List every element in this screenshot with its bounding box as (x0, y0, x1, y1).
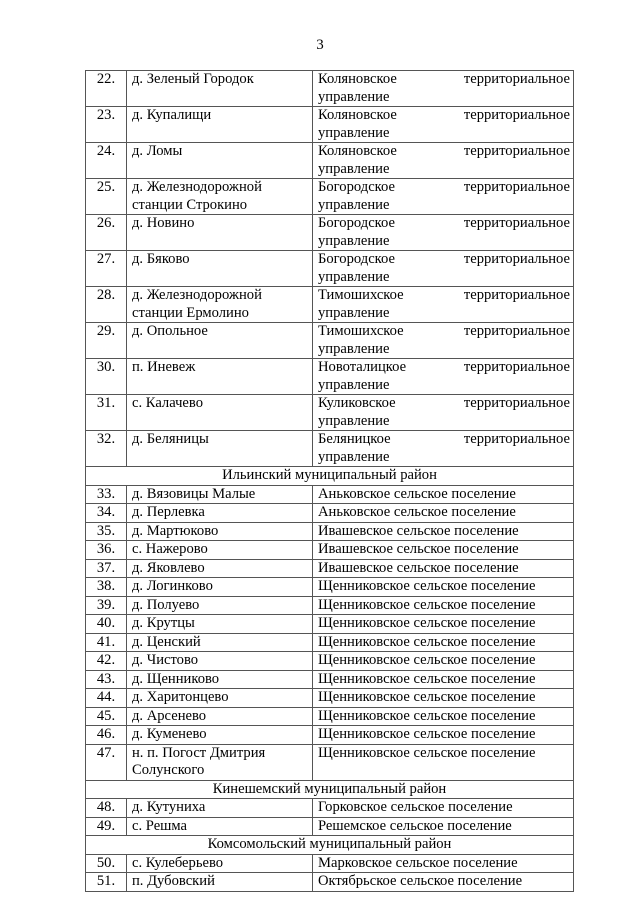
row-number: 51. (86, 873, 127, 892)
unit-suffix: управление (318, 232, 390, 249)
row-number: 39. (86, 596, 127, 615)
municipal-unit: Ивашевское сельское поселение (313, 541, 574, 560)
municipal-unit: Щенниковское сельское поселение (313, 652, 574, 671)
municipal-unit: Щенниковское сельское поселение (313, 744, 574, 780)
table-row (86, 431, 574, 467)
section-kineshma-district (86, 780, 574, 799)
settlement-name (127, 179, 313, 215)
row-number: 37. (86, 559, 127, 578)
settlement-name-line: д. Зеленый Городок (132, 71, 254, 87)
unit-type: территориальное (463, 251, 570, 267)
unit-suffix: управление (318, 376, 390, 393)
unit-type: территориальное (463, 107, 570, 123)
section-heading: Комсомольский муниципальный район (86, 836, 574, 855)
section-komsomolsk-district (86, 836, 574, 855)
unit-name: Новоталицкое (318, 359, 407, 375)
table-row (86, 485, 574, 504)
settlement-name: д. Куменево (127, 726, 313, 745)
table-row (86, 817, 574, 836)
municipal-unit: Щенниковское сельское поселение (313, 596, 574, 615)
unit-type: территориальное (463, 71, 570, 87)
row-number: 32. (86, 431, 127, 467)
settlement-name (127, 215, 313, 251)
settlement-name: д. Логинково (127, 578, 313, 597)
municipal-unit: Ивашевское сельское поселение (313, 559, 574, 578)
settlement-name: с. Кулеберьево (127, 854, 313, 873)
settlement-name-line: д. Ломы (132, 143, 183, 159)
table-row (86, 615, 574, 634)
table-row (86, 251, 574, 287)
settlements-table (85, 70, 574, 892)
unit-suffix: управление (318, 160, 390, 177)
row-number: 41. (86, 633, 127, 652)
settlement-name (127, 744, 313, 780)
municipal-unit (313, 215, 574, 251)
settlement-name-line: станции Ермолино (132, 304, 249, 321)
table-row (86, 71, 574, 107)
settlement-name: д. Перлевка (127, 504, 313, 523)
unit-name: Богородское (318, 215, 395, 231)
settlement-name: д. Мартюково (127, 522, 313, 541)
unit-suffix: управление (318, 124, 390, 141)
unit-name: Богородское (318, 179, 395, 195)
settlement-name-line: станции Строкино (132, 196, 248, 213)
settlement-name: д. Яковлево (127, 559, 313, 578)
municipal-unit: Октябрьское сельское поселение (313, 873, 574, 892)
row-number: 25. (86, 179, 127, 215)
row-number: 36. (86, 541, 127, 560)
unit-type: территориальное (463, 179, 570, 195)
table-row (86, 707, 574, 726)
unit-suffix: управление (318, 196, 390, 213)
row-number: 29. (86, 323, 127, 359)
settlement-name-line: д. Железнодорожной (132, 287, 262, 303)
table-row (86, 873, 574, 892)
settlement-name-line: с. Калачево (132, 395, 204, 411)
unit-type: территориальное (463, 143, 570, 159)
unit-suffix: управление (318, 268, 390, 285)
table-row (86, 107, 574, 143)
row-number: 42. (86, 652, 127, 671)
municipal-unit (313, 359, 574, 395)
table-row (86, 652, 574, 671)
settlement-name: д. Полуево (127, 596, 313, 615)
municipal-unit (313, 323, 574, 359)
unit-suffix: управление (318, 88, 390, 105)
settlement-name-line: Солунского (132, 762, 205, 778)
unit-name: Куликовское (318, 395, 396, 411)
settlement-name: д. Харитонцево (127, 689, 313, 708)
unit-name: Богородское (318, 251, 395, 267)
unit-suffix: управление (318, 412, 390, 429)
row-number: 35. (86, 522, 127, 541)
settlement-name-line: д. Купалищи (132, 107, 212, 123)
row-number: 23. (86, 107, 127, 143)
table-row (86, 395, 574, 431)
settlement-name (127, 251, 313, 287)
table-row (86, 323, 574, 359)
row-number: 27. (86, 251, 127, 287)
settlement-name: д. Вязовицы Малые (127, 485, 313, 504)
settlement-name-line: д. Железнодорожной (132, 179, 262, 195)
table-row (86, 726, 574, 745)
unit-type: территориальное (463, 359, 570, 375)
unit-type: территориальное (463, 215, 570, 231)
row-number: 30. (86, 359, 127, 395)
unit-type: территориальное (463, 323, 570, 339)
unit-name: Коляновское (318, 107, 397, 123)
row-number: 47. (86, 744, 127, 780)
municipal-unit: Щенниковское сельское поселение (313, 615, 574, 634)
unit-name: Коляновское (318, 143, 397, 159)
unit-suffix: управление (318, 340, 390, 357)
table-row (86, 596, 574, 615)
unit-type: территориальное (463, 431, 570, 447)
table-row (86, 504, 574, 523)
municipal-unit: Марковское сельское поселение (313, 854, 574, 873)
settlement-name-line: п. Иневеж (132, 359, 196, 375)
settlement-name-line: д. Бяково (132, 251, 190, 267)
municipal-unit: Аньковское сельское поселение (313, 504, 574, 523)
unit-type: территориальное (463, 395, 570, 411)
row-number: 50. (86, 854, 127, 873)
row-number: 22. (86, 71, 127, 107)
municipal-unit (313, 251, 574, 287)
table-row (86, 578, 574, 597)
settlement-name (127, 143, 313, 179)
settlement-name (127, 71, 313, 107)
settlement-name-line: д. Новино (132, 215, 195, 231)
municipal-unit (313, 107, 574, 143)
unit-name: Тимошихское (318, 323, 404, 339)
settlement-name-line: н. п. Погост Дмитрия (132, 744, 266, 761)
settlement-name-line: д. Беляницы (132, 431, 209, 447)
settlement-name: с. Решма (127, 817, 313, 836)
row-number: 38. (86, 578, 127, 597)
settlement-name (127, 359, 313, 395)
table-row (86, 215, 574, 251)
municipal-unit: Ивашевское сельское поселение (313, 522, 574, 541)
table-row (86, 559, 574, 578)
table-row (86, 744, 574, 780)
table-row (86, 670, 574, 689)
page-number: 3 (316, 37, 324, 53)
table-row (86, 689, 574, 708)
table-row (86, 541, 574, 560)
table-row (86, 179, 574, 215)
settlement-name (127, 395, 313, 431)
row-number: 49. (86, 817, 127, 836)
table-row (86, 359, 574, 395)
municipal-unit: Щенниковское сельское поселение (313, 689, 574, 708)
municipal-unit (313, 431, 574, 467)
row-number: 33. (86, 485, 127, 504)
settlement-name-line: д. Опольное (132, 323, 208, 339)
municipal-unit: Щенниковское сельское поселение (313, 707, 574, 726)
settlement-name (127, 107, 313, 143)
unit-name: Тимошихское (318, 287, 404, 303)
municipal-unit: Щенниковское сельское поселение (313, 726, 574, 745)
municipal-unit (313, 143, 574, 179)
unit-type: территориальное (463, 287, 570, 303)
municipal-unit: Щенниковское сельское поселение (313, 633, 574, 652)
table-row (86, 522, 574, 541)
row-number: 26. (86, 215, 127, 251)
unit-name: Коляновское (318, 71, 397, 87)
table-row (86, 143, 574, 179)
settlement-name: п. Дубовский (127, 873, 313, 892)
settlement-name (127, 287, 313, 323)
row-number: 40. (86, 615, 127, 634)
section-heading: Кинешемский муниципальный район (86, 780, 574, 799)
settlement-name: с. Нажерово (127, 541, 313, 560)
row-number: 46. (86, 726, 127, 745)
settlement-name: д. Арсенево (127, 707, 313, 726)
municipal-unit: Решемское сельское поселение (313, 817, 574, 836)
table-row (86, 633, 574, 652)
unit-name: Беляницкое (318, 431, 391, 447)
table-row (86, 854, 574, 873)
settlement-name: д. Кутуниха (127, 799, 313, 818)
municipal-unit: Щенниковское сельское поселение (313, 578, 574, 597)
settlement-name (127, 431, 313, 467)
settlement-name: д. Ценский (127, 633, 313, 652)
municipal-unit (313, 287, 574, 323)
municipal-unit: Горковское сельское поселение (313, 799, 574, 818)
settlement-name: д. Щенниково (127, 670, 313, 689)
row-number: 28. (86, 287, 127, 323)
row-number: 44. (86, 689, 127, 708)
row-number: 48. (86, 799, 127, 818)
section-heading: Ильинский муниципальный район (86, 467, 574, 486)
unit-suffix: управление (318, 448, 390, 465)
table-row (86, 799, 574, 818)
settlement-name (127, 323, 313, 359)
municipal-unit (313, 71, 574, 107)
row-number: 43. (86, 670, 127, 689)
row-number: 34. (86, 504, 127, 523)
unit-suffix: управление (318, 304, 390, 321)
row-number: 24. (86, 143, 127, 179)
settlement-name: д. Чистово (127, 652, 313, 671)
table-row (86, 287, 574, 323)
row-number: 45. (86, 707, 127, 726)
row-number: 31. (86, 395, 127, 431)
municipal-unit (313, 179, 574, 215)
municipal-unit: Щенниковское сельское поселение (313, 670, 574, 689)
settlement-name: д. Крутцы (127, 615, 313, 634)
municipal-unit (313, 395, 574, 431)
section-ilyinsky-district (86, 467, 574, 486)
municipal-unit: Аньковское сельское поселение (313, 485, 574, 504)
